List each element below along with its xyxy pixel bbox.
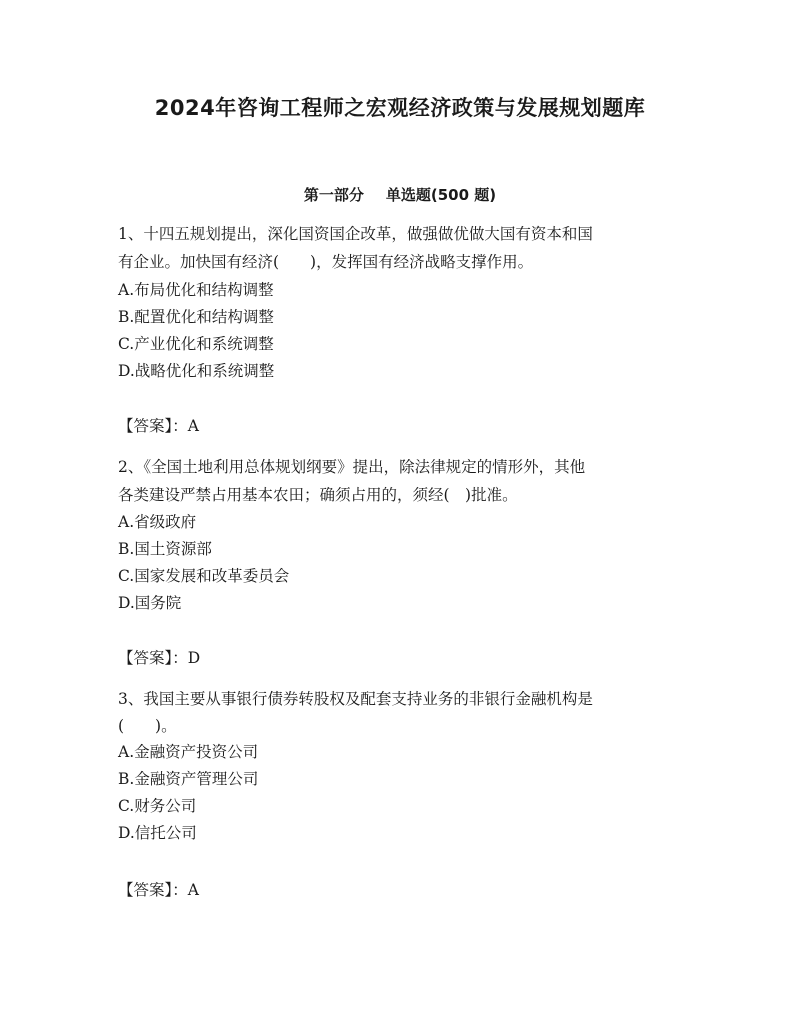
question-stem-line: 有企业。加快国有经济( )，发挥国有经济战略支撑作用。 <box>118 253 534 271</box>
answer-value: D <box>187 649 201 667</box>
option-d: D.国务院 <box>118 594 182 612</box>
option-a: A.省级政府 <box>118 513 197 531</box>
question-stem-line: 3、我国主要从事银行债券转股权及配套支持业务的非银行金融机构是 <box>118 690 593 708</box>
option-b: B.金融资产管理公司 <box>118 770 259 788</box>
answer-value: A <box>187 417 199 435</box>
option-d: D.信托公司 <box>118 824 197 842</box>
option-a: A.金融资产投资公司 <box>118 743 259 761</box>
section-part: 第一部分 <box>303 186 364 204</box>
section-name: 单选题(500 题) <box>385 186 497 204</box>
option-c: C.产业优化和系统调整 <box>118 335 274 353</box>
section-heading <box>0 184 800 205</box>
option-b: B.配置优化和结构调整 <box>118 308 274 326</box>
answer-label: 【答案】： <box>118 649 188 667</box>
question-stem-line: ( )。 <box>118 717 177 735</box>
option-c: C.财务公司 <box>118 797 197 815</box>
answer-line <box>118 880 688 900</box>
option-c: C.国家发展和改革委员会 <box>118 567 290 585</box>
option-a: A.布局优化和结构调整 <box>118 281 274 299</box>
option-d: D.战略优化和系统调整 <box>118 362 275 380</box>
answer-line <box>118 416 688 436</box>
answer-label: 【答案】： <box>118 417 188 435</box>
question-stem-line: 1、十四五规划提出，深化国资国企改革，做强做优做大国有资本和国 <box>118 225 593 243</box>
document-title: 2024年咨询工程师之宏观经济政策与发展规划题库 <box>154 96 646 120</box>
option-b: B.国土资源部 <box>118 540 212 558</box>
answer-value: A <box>187 881 199 899</box>
question-stem-line: 各类建设严禁占用基本农田；确须占用的，须经( )批准。 <box>118 486 518 504</box>
question-stem-line: 2、《全国土地利用总体规划纲要》提出，除法律规定的情形外，其他 <box>118 458 586 476</box>
answer-line <box>118 648 688 668</box>
answer-label: 【答案】： <box>118 881 188 899</box>
